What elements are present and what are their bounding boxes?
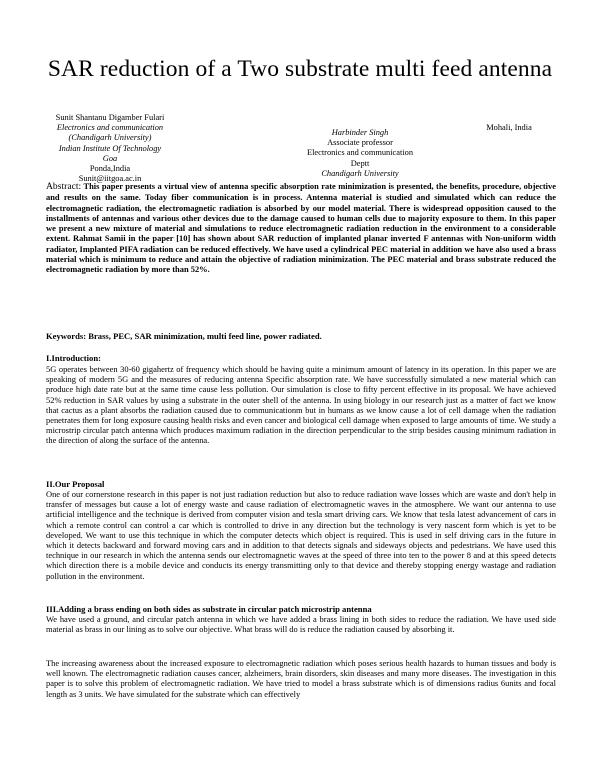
author-line: Sunit@iitgoa.ac.in xyxy=(78,174,142,184)
author-block-1 xyxy=(20,113,200,184)
author-block-2 xyxy=(255,128,465,179)
author-line: Electronics and communication xyxy=(306,148,414,158)
author-line: Electronics and communication xyxy=(56,123,164,133)
section-paragraph-brass-ending: We have used a ground, and circular patch antenna in which we have added a brass lining in both sides to reduce the radiation. We have used side material as brass in our lining as to solve our objective. What brass will do is reduce the radiation caused by absorbing it. xyxy=(46,614,556,635)
abstract-label: Abstract: xyxy=(46,181,82,192)
author-line: Harbinder Singh xyxy=(331,128,389,137)
section-heading-brass-ending: III.Adding a brass ending on both sides as substrate in circular patch microstrip antenna xyxy=(46,604,372,614)
abstract xyxy=(46,181,556,275)
paper-title: SAR reduction of a Two substrate multi feed antenna xyxy=(47,56,553,82)
author-line: Sunit Shantanu Digamber Fulari xyxy=(55,113,165,122)
keywords: Keywords: Brass, PEC, SAR minimization, multi feed line, power radiated. xyxy=(46,331,322,341)
section-heading-introduction: I.Introduction: xyxy=(46,353,101,363)
author-line: Ponda,India xyxy=(89,164,131,174)
author-line: Chandigarh University xyxy=(321,168,399,178)
section-heading-proposal: II.Our Proposal xyxy=(46,479,105,489)
author-line: Goa xyxy=(102,153,118,163)
abstract-text: This paper presents a virtual view of antenna specific absorption rate minimization is presented, the benefits, procedure, objective and results on the same. Today fiber communication is in process. Antenna material is studied and simulated which can reduce the electromagnetic radiation, the electromagnetic radiation is absorbed by our model material. There is widespread opposition caused to the installments of antennas and various other devices due to the damage caused to human cells due to majority exposure to them. In this paper we present a new mixture of material and simulations to reduce electromagnetic radiation reduction in the environment to a considerable extent. Rahmat Samii in the paper [10] has shown about SAR reduction of implanted planar inverted F antennas with Non-uniform width radiator, Implanted PIFA radiation can be reduced effectively. We have used a cylindrical PEC material in addition we have also used a brass material which is minimum to reduce and attain the objective of radiation minimization. The PEC material and brass substrate reduced the electromagnetic radiation by more than 52%. xyxy=(46,181,556,275)
section-paragraph-proposal: One of our cornerstone research in this paper is not just radiation reduction but also to reduce radiation wave losses which are waste and don't help in transfer of messages but cause a lot of energy waste and cause radiation of electromagnetic waves in the atmosphere. We want our antenna to use artificial intelligence and the technique is derived from computer vision and tesla smart driving cars. We know that tesla latest advancement of cars in which a remote control can control a car which is controlled to drive in any direction but the technology is very nascent form which is yet to be developed. We want to use this technique in which the computer detects which object is required. This is used in self driving cars in the future in which it detects backward and forward moving cars and in addition to that detects signals and sideways objects and pedestrians. We have used this technique in our research in which the antenna sends our electromagnetic waves at the speed of three into ten to the power 8 and at this speed detects which direction there is a mobile device and conducts its energy transmitting only to that device and thereby stopping energy wastage and radiation pollution in the environment. xyxy=(46,489,556,581)
author-line: Indian Institute Of Technology xyxy=(58,143,162,153)
section-paragraph-introduction: 5G operates between 30-60 gigahertz of frequency which should be having quite a minimum amount of latency in its operation. In this paper we are speaking of modern 5G and the measures of reducing antenna Specific absorption rate. We have successfully simulated a new material which can produce high date rate but at the same time cause less pollution. Our simulation is close to fifty percent effective in its proposal. We have achieved 52% reduction in SAR values by using a substrate in the outer shell of the antenna. In using biology in our research just as a matter of fact we know that cactus as a plant absorbs the radiation caused due to communicationm but in humans as we know cause a lot of cell damage when the radiation penetrates them for long exposure causing health risks and even cancer and biological cell damage when exposed to large amounts of time. We study a microstrip circular patch antenna which produces maximum radiation in the direction perpendicular to the strip besides causing minimum radiation in the direction of along the surface of the antenna. xyxy=(46,364,556,446)
closing-paragraph: The increasing awareness about the increased exposure to electromagnetic radiation which poses serious health hazards to human tissues and body is well known. The electromagnetic radiation causes cancer, alzheimers, brain disorders, skin diseases and many more diseases. The investigation in this paper is to solve this problem of electromagnetic radiation. We have tried to model a brass substrate which is of dimensions radius 6units and focal length as 3 units. We have simulated for the substrate which can effectively xyxy=(46,658,556,699)
author-line: Mohali, India xyxy=(486,123,532,132)
author-line: Deptt xyxy=(350,158,370,168)
author-block-3 xyxy=(464,123,554,133)
author-line: Associate professor xyxy=(327,138,393,148)
author-line: (Chandigarh University) xyxy=(68,133,152,143)
